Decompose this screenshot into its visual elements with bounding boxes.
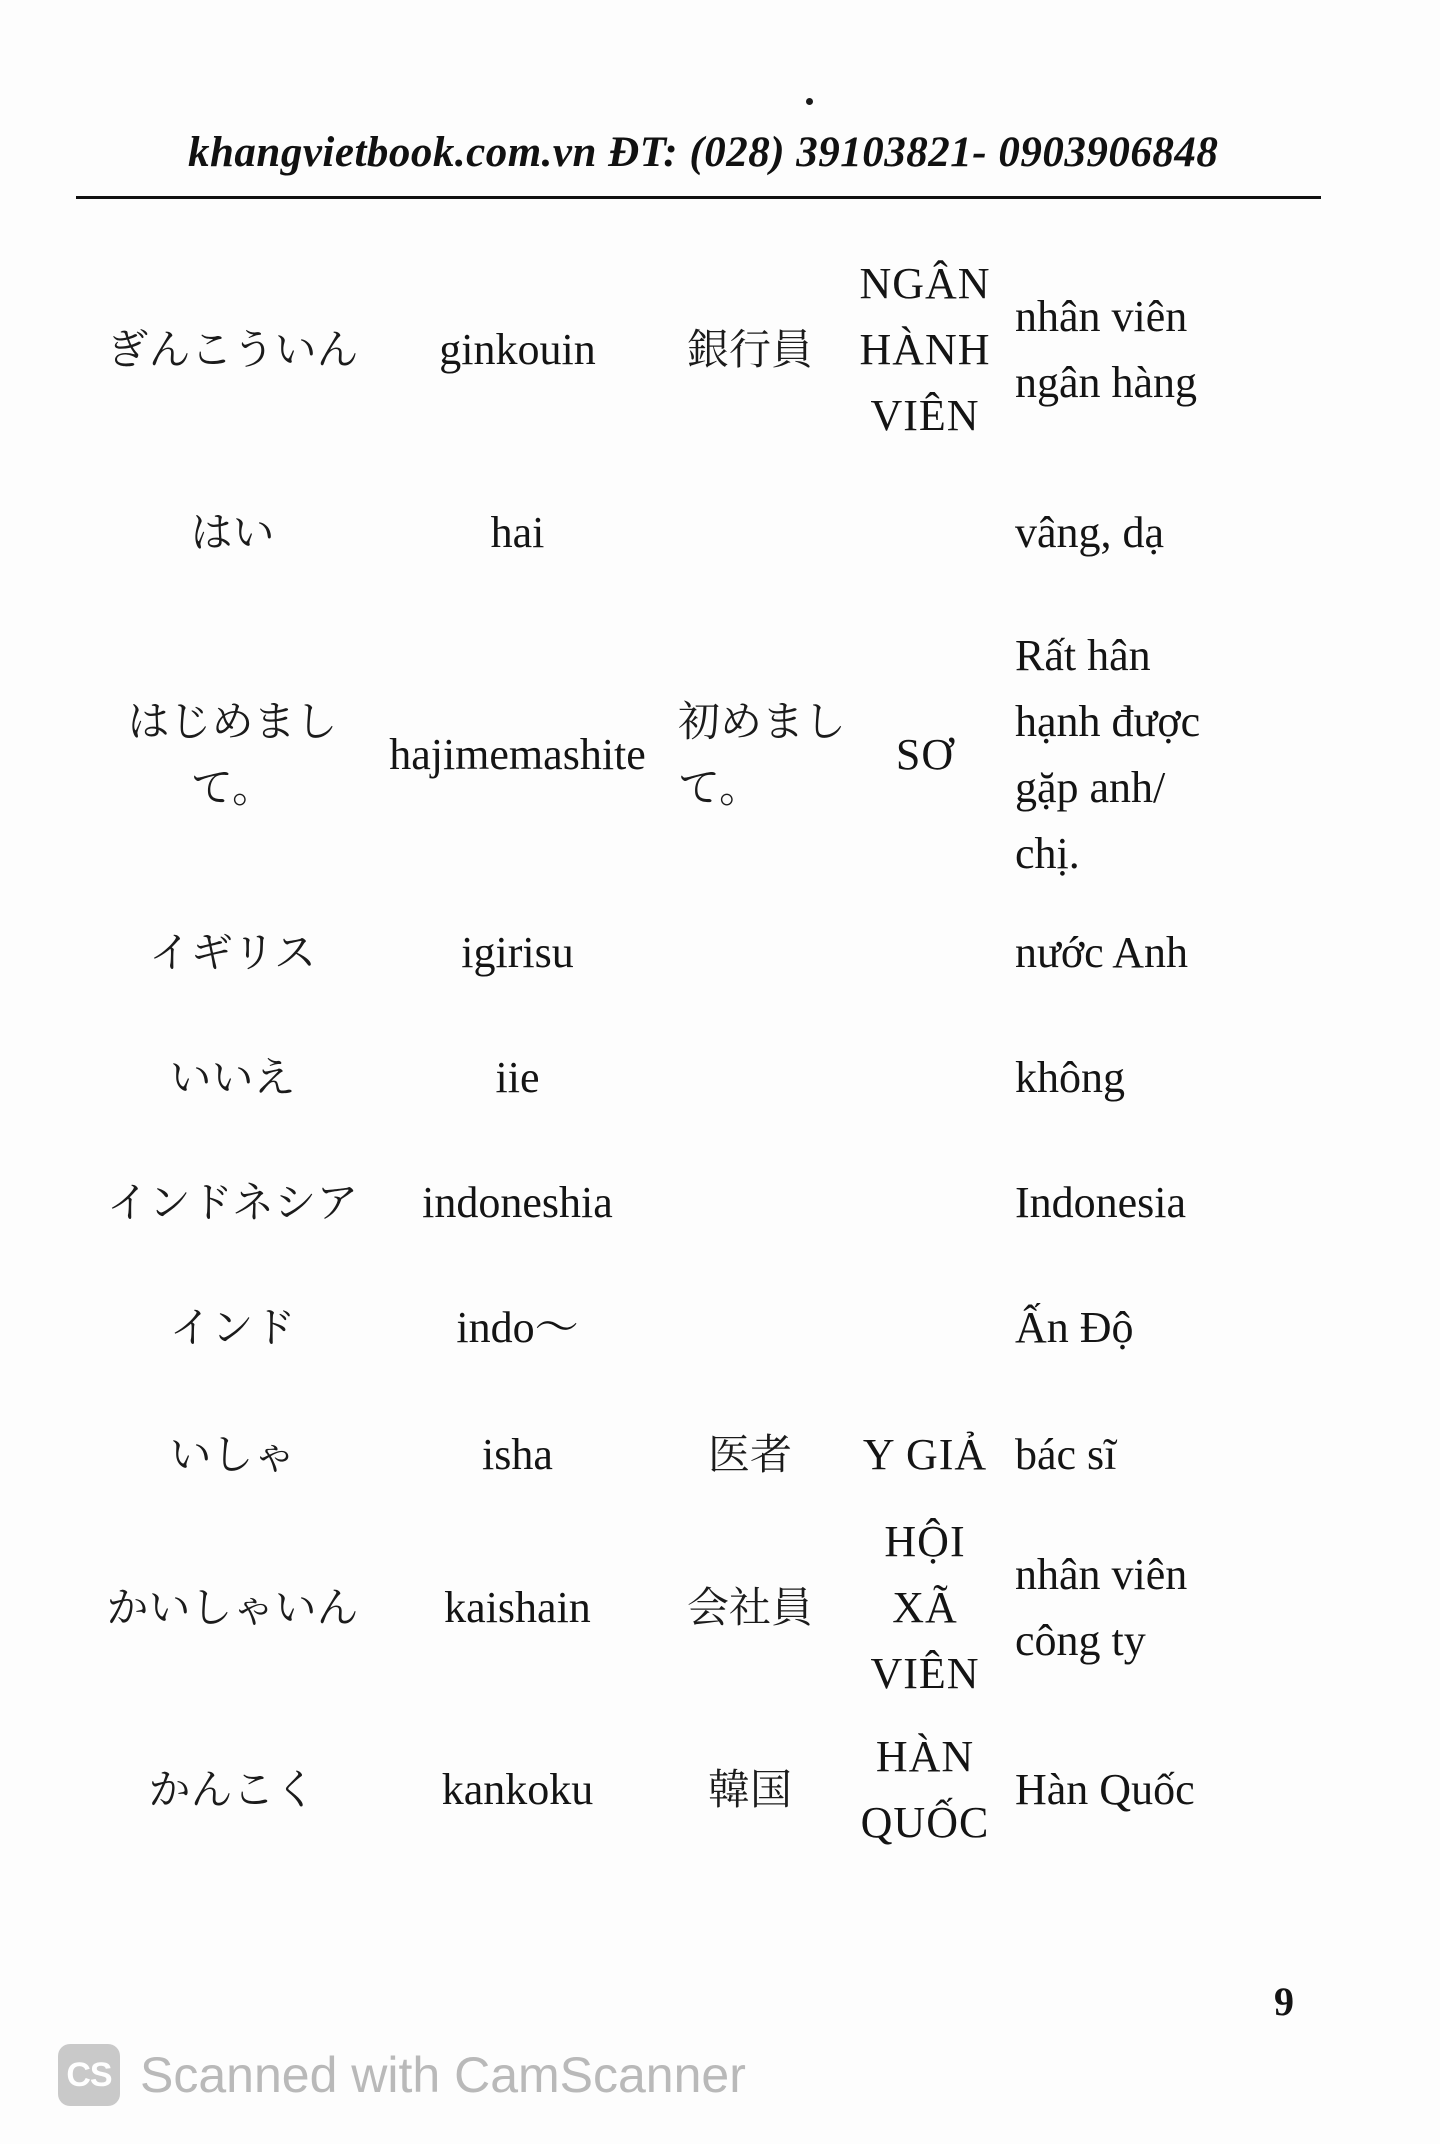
romaji-cell: ginkouin [439,325,596,374]
han-viet-cell: SƠ [895,730,955,779]
table-row [80,1516,1320,1698]
table-row [80,890,1320,1015]
header-rule [76,196,1321,199]
table-row [80,620,1320,890]
page-number: 9 [1274,1979,1294,2024]
romaji-cell: igirisu [461,927,574,977]
meaning-cell: bác sĩ [1015,1430,1117,1479]
kana-cell: いいえ [169,1052,296,1102]
kana-cell: イギリス [148,927,317,977]
han-viet-cell: Y GIẢ [862,1430,988,1479]
kana-cell: はい [190,507,275,557]
romaji-cell: hai [490,507,545,557]
meaning-cell: nước Anh [1015,927,1188,977]
kana-cell: ぎんこういん [106,325,359,374]
kanji-cell: 韓国 [707,1765,792,1814]
running-header: khangvietbook.com.vn ĐT: (028) 39103821- 0903906848 [188,129,1219,176]
meaning-cell: không [1015,1052,1125,1102]
kana-cell: はじめまして。 [127,697,338,812]
camscanner-text: Scanned with CamScanner [140,2047,746,2103]
table-row [80,445,1320,620]
table-row [80,1015,1320,1140]
meaning-cell: nhân viên công ty [1015,1549,1188,1665]
romaji-cell: kaishain [444,1582,591,1632]
romaji-cell: isha [482,1430,553,1479]
kana-cell: かんこく [148,1765,317,1814]
han-viet-cell: NGÂN HÀNH VIÊN [859,259,991,440]
table-row [80,1390,1320,1520]
kana-cell: かいしゃいん [106,1582,359,1632]
vocabulary-table [80,255,1320,1885]
meaning-cell: Hàn Quốc [1015,1765,1195,1814]
kanji-cell: 初めまして。 [678,697,847,812]
kanji-cell: 銀行員 [686,325,813,374]
romaji-cell: indo～ [456,1302,579,1352]
romaji-cell: kankoku [441,1765,594,1814]
meaning-cell: nhân viên ngân hàng [1015,292,1198,407]
table-row [80,1140,1320,1265]
camscanner-watermark [58,2044,746,2106]
kana-cell: いしゃ [169,1430,296,1479]
kanji-cell: 医者 [707,1430,792,1479]
han-viet-cell: HỘI XÃ VIÊN [870,1516,980,1698]
kanji-cell: 会社員 [686,1582,813,1632]
meaning-cell: vâng, dạ [1015,507,1165,557]
meaning-cell: Indonesia [1015,1177,1187,1227]
table-row [80,1265,1320,1390]
meaning-cell: Ấn Độ [1015,1302,1134,1352]
romaji-cell: indoneshia [422,1177,613,1227]
kana-cell: インド [169,1302,296,1352]
table-row [80,255,1320,445]
romaji-cell: hajimemashite [389,730,646,779]
ink-dot [806,98,813,105]
romaji-cell: iie [495,1052,540,1102]
camscanner-logo-icon: CS [58,2044,120,2106]
kana-cell: インドネシア [106,1177,359,1227]
han-viet-cell: HÀN QUỐC [860,1732,990,1847]
meaning-cell: Rất hân hạnh được gặp anh/ chị. [1015,631,1201,878]
table-row [80,1695,1320,1885]
